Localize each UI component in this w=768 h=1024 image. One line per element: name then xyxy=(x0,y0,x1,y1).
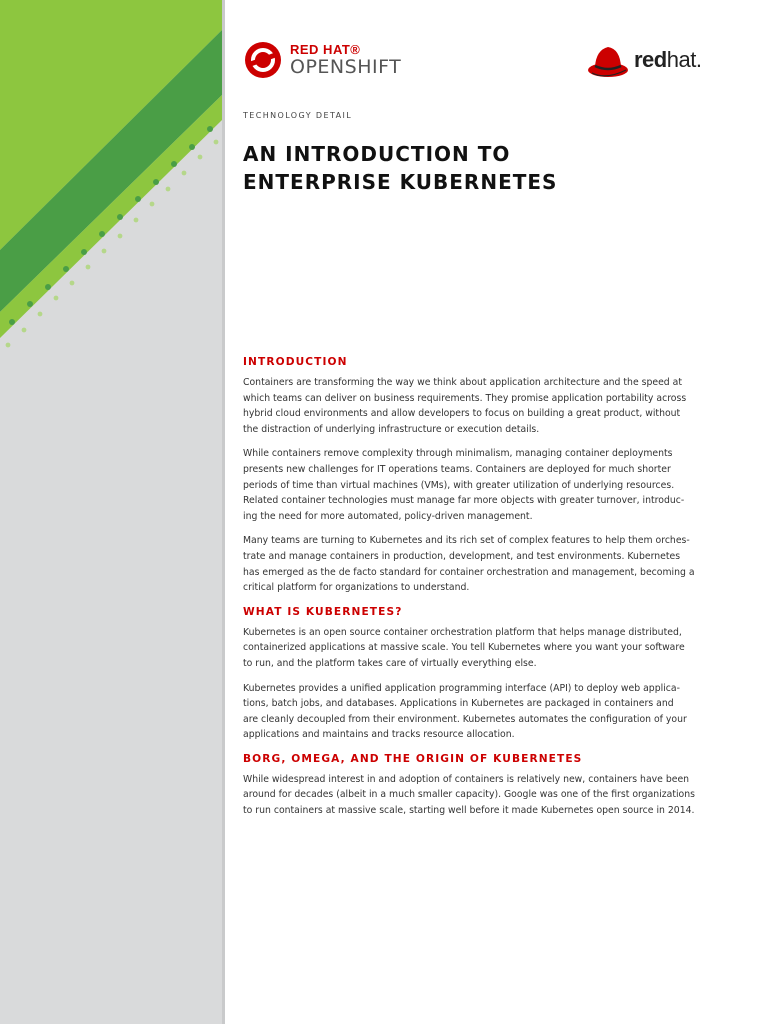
redhat-wordmark-rest: hat. xyxy=(666,47,702,72)
paragraph xyxy=(243,772,723,819)
paragraph xyxy=(243,375,723,437)
text-line: ing the need for more automated, policy-driven management. xyxy=(243,510,533,522)
openshift-logo-icon xyxy=(243,40,283,80)
openshift-brand-line: RED HAT® xyxy=(290,42,361,57)
page-title-line: AN INTRODUCTION TO xyxy=(243,142,511,166)
text-line: critical platform for organizations to understand. xyxy=(243,582,470,594)
text-line: While containers remove complexity through minimalism, managing container deployments xyxy=(243,448,673,460)
openshift-product-line: OPENSHIFT xyxy=(290,56,402,78)
paragraph xyxy=(243,625,723,672)
section-what-is-kubernetes xyxy=(243,605,723,743)
redhat-wordmark xyxy=(634,47,701,73)
text-line: Many teams are turning to Kubernetes and its rich set of complex features to help them orches- xyxy=(243,535,690,547)
text-line: to run, and the platform takes care of virtually everything else. xyxy=(243,657,537,669)
page-title-line: ENTERPRISE KUBERNETES xyxy=(243,170,558,194)
paragraph xyxy=(243,533,723,595)
section-heading: WHAT IS KUBERNETES? xyxy=(243,605,403,618)
diagonal-stripe-graphic xyxy=(0,0,222,1024)
section-heading: INTRODUCTION xyxy=(243,356,348,368)
section-introduction xyxy=(243,355,723,596)
sidebar-panel xyxy=(0,0,222,1024)
redhat-logo xyxy=(586,40,701,80)
main-content xyxy=(243,355,723,828)
page-title xyxy=(243,140,557,196)
text-line: has emerged as the de facto standard for container orchestration and management, becoming a xyxy=(243,566,695,578)
text-line: which teams can deliver on business requirements. They promise application portability across xyxy=(243,392,687,404)
openshift-logo xyxy=(243,40,401,80)
text-line: are cleanly decoupled from their environment. Kubernetes automates the configuration of your xyxy=(243,713,687,725)
sidebar-divider xyxy=(222,0,225,1024)
text-line: Containers are transforming the way we think about application architecture and the speed at xyxy=(243,377,682,388)
text-line: tions, batch jobs, and databases. Applications in Kubernetes are packaged in containers and xyxy=(243,698,674,710)
text-line: periods of time than virtual machines (VMs), with greater utilization of underlying resources. xyxy=(243,479,675,491)
text-line: While widespread interest in and adoption of containers is relatively new, containers have been xyxy=(243,773,690,785)
document-type-label: TECHNOLOGY DETAIL xyxy=(243,111,353,120)
text-line: Related container technologies must manage far more objects with greater turnover, introduc- xyxy=(243,495,685,507)
text-line: Kubernetes is an open source container orchestration platform that helps manage distributed, xyxy=(243,626,682,638)
text-line: hybrid cloud environments and allow developers to focus on building a great product, without xyxy=(243,408,681,420)
text-line: presents new challenges for IT operations teams. Containers are deployed for much shorter xyxy=(243,463,671,475)
text-line: containerized applications at massive scale. You tell Kubernetes where you want your software xyxy=(243,642,685,654)
redhat-wordmark-bold: red xyxy=(634,47,667,72)
section-heading: BORG, OMEGA, AND THE ORIGIN OF KUBERNETES xyxy=(243,752,583,765)
paragraph xyxy=(243,446,723,524)
text-line: applications and maintains and tracks resource allocation. xyxy=(243,729,515,741)
text-line: to run containers at massive scale, starting well before it made Kubernetes open source in 2014. xyxy=(243,805,695,817)
text-line: Kubernetes provides a unified application programming interface (API) to deploy web applica- xyxy=(243,682,680,694)
text-line: the distraction of underlying infrastructure or execution details. xyxy=(243,423,540,435)
text-line: trate and manage containers in production, development, and test environments. Kubernetes xyxy=(243,550,681,562)
section-borg-omega-origin xyxy=(243,752,723,819)
text-line: around for decades (albeit in a much smaller capacity). Google was one of the first organizations xyxy=(243,789,695,801)
paragraph xyxy=(243,681,723,743)
redhat-shadowman-icon xyxy=(586,40,630,80)
